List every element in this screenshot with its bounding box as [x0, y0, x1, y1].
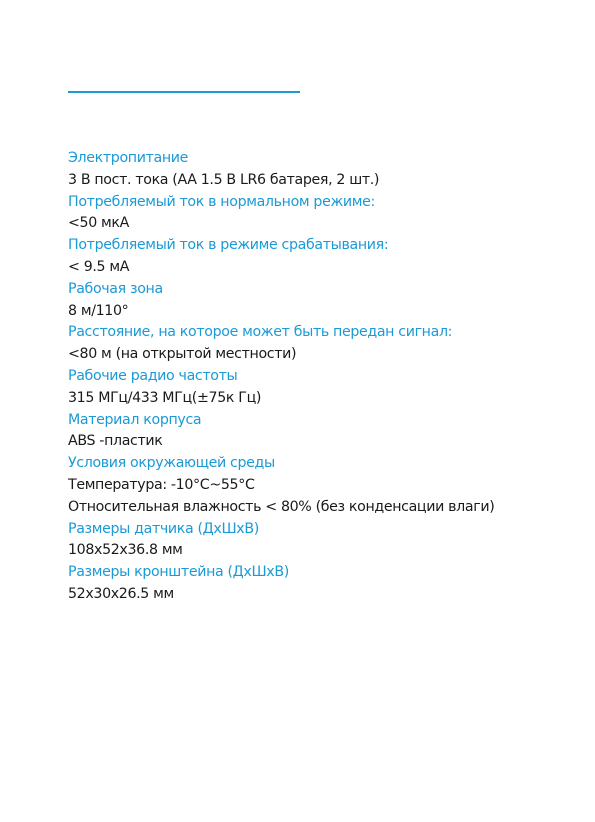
spec-value: 315 МГц/433 МГц(±75к Гц): [68, 389, 262, 406]
spec-list: [68, 148, 588, 606]
spec-label: Потребляемый ток в режиме срабатывания:: [68, 237, 389, 254]
spec-value: 8 м/110°: [68, 302, 129, 319]
spec-value: Температура: -10°C~55°C: [68, 476, 255, 493]
header-rule: [68, 91, 300, 93]
spec-sensor-dimensions: [68, 519, 588, 563]
spec-alarm-current: [68, 235, 588, 279]
spec-power: [68, 148, 588, 192]
spec-detection-zone: [68, 279, 588, 323]
spec-label: Условия окружающей среды: [68, 455, 275, 472]
spec-housing-material: [68, 410, 588, 454]
spec-label: Размеры кронштейна (ДхШхВ): [68, 564, 289, 581]
spec-radio-frequency: [68, 366, 588, 410]
spec-value: 3 В пост. тока (AA 1.5 В LR6 батарея, 2 шт.): [68, 171, 380, 188]
spec-label: Электропитание: [68, 150, 189, 166]
spec-value: Относительная влажность < 80% (без конденсации влаги): [68, 498, 495, 515]
spec-value: <50 мкА: [68, 215, 129, 232]
spec-label: Размеры датчика (ДхШхВ): [68, 520, 259, 537]
spec-value: 52x30x26.5 мм: [68, 585, 174, 602]
spec-value: ABS -пластик: [68, 433, 163, 450]
spec-label: Расстояние, на которое может быть передан сигнал:: [68, 324, 453, 341]
spec-value: < 9.5 мА: [68, 258, 130, 275]
spec-environment: [68, 453, 588, 518]
spec-bracket-dimensions: [68, 562, 588, 606]
spec-normal-current: [68, 192, 588, 236]
spec-label: Потребляемый ток в нормальном режиме:: [68, 193, 375, 210]
spec-label: Рабочие радио частоты: [68, 367, 238, 384]
spec-label: Рабочая зона: [68, 280, 163, 297]
spec-transmission-range: [68, 322, 588, 366]
spec-label: Материал корпуса: [68, 411, 202, 428]
spec-value: 108x52x36.8 мм: [68, 542, 183, 559]
spec-value: <80 м (на открытой местности): [68, 346, 297, 363]
